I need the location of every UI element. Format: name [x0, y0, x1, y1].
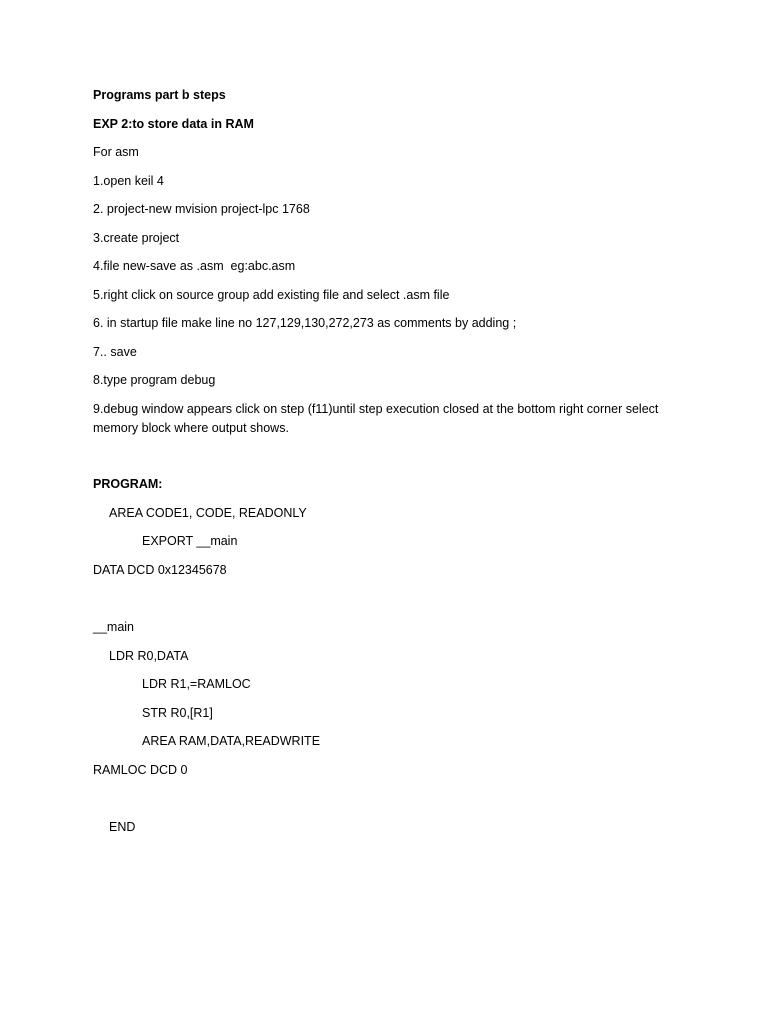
step-5: 5.right click on source group add existing file and select .asm file: [93, 288, 450, 302]
code-line-ramloc: RAMLOC DCD 0: [93, 763, 188, 777]
step-7: 7.. save: [93, 345, 137, 359]
step-2: 2. project-new mvision project-lpc 1768: [93, 202, 310, 216]
step-1: 1.open keil 4: [93, 174, 164, 188]
code-line-ldr-r1: LDR R1,=RAMLOC: [142, 677, 251, 691]
section-label: For asm: [93, 145, 139, 159]
step-6: 6. in startup file make line no 127,129,130,272,273 as comments by adding ;: [93, 316, 517, 330]
code-line-export: EXPORT __main: [142, 534, 238, 548]
code-line-str: STR R0,[R1]: [142, 706, 213, 720]
program-heading: PROGRAM:: [93, 477, 163, 491]
experiment-heading: EXP 2:to store data in RAM: [93, 117, 254, 131]
document-title: Programs part b steps: [93, 88, 226, 102]
code-line-end: END: [109, 820, 136, 834]
code-line-main-label: __main: [93, 620, 134, 634]
code-line-area-ram: AREA RAM,DATA,READWRITE: [142, 734, 321, 748]
code-line-ldr-r0: LDR R0,DATA: [109, 649, 189, 663]
code-line-data-dcd: DATA DCD 0x12345678: [93, 563, 227, 577]
step-3: 3.create project: [93, 231, 180, 245]
step-8: 8.type program debug: [93, 373, 216, 387]
step-4: 4.file new-save as .asm eg:abc.asm: [93, 259, 296, 273]
step-9: 9.debug window appears click on step (f11)until step execution closed at the bottom right corner select memory block where output shows.: [93, 402, 659, 435]
code-line-area-code: AREA CODE1, CODE, READONLY: [109, 506, 307, 520]
